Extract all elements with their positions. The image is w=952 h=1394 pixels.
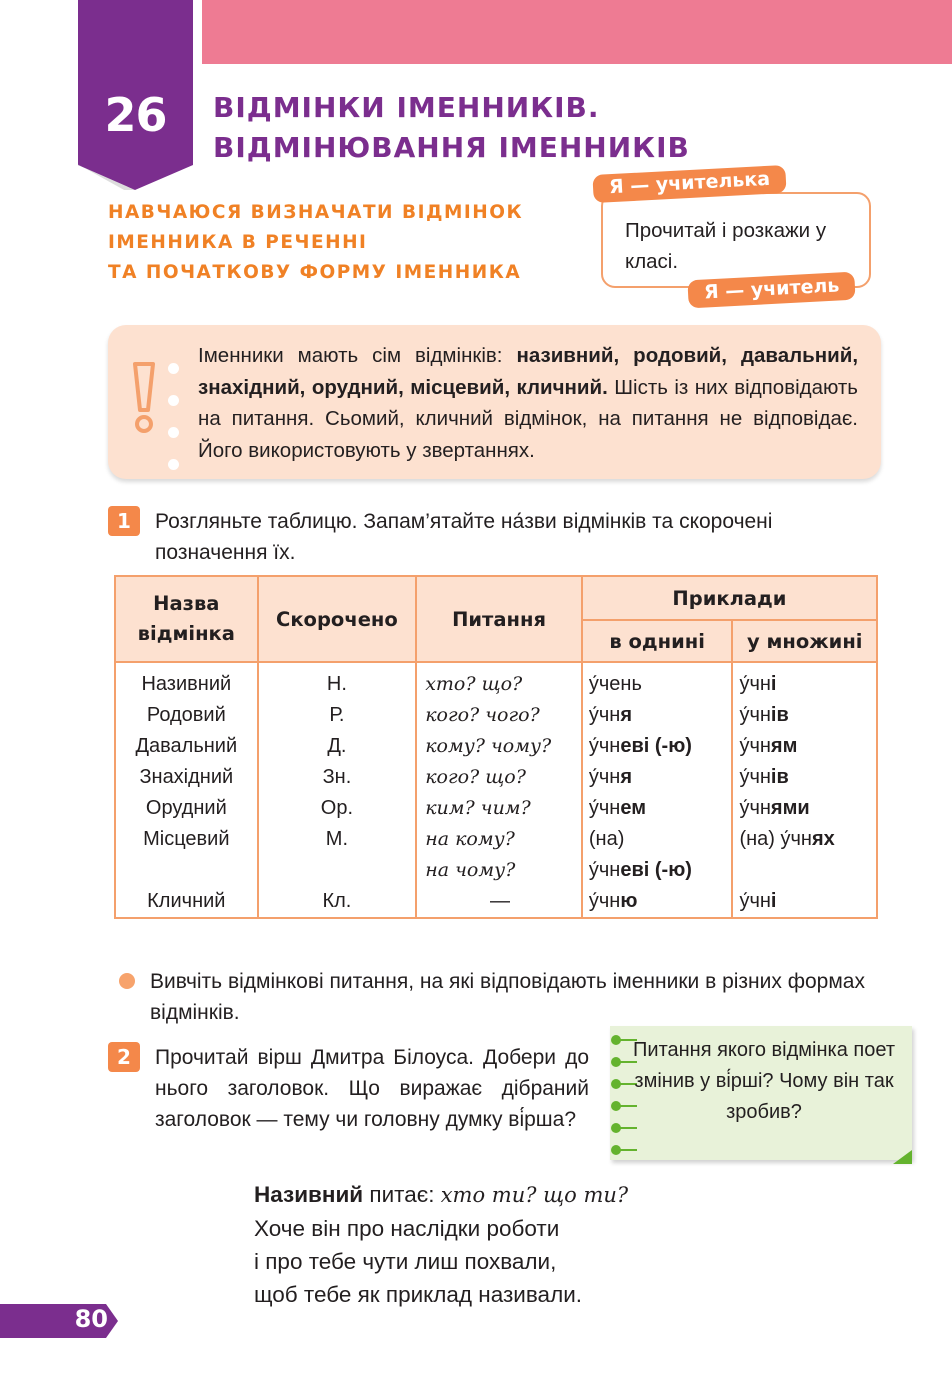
header-examples: Приклади xyxy=(582,576,877,620)
empty-line xyxy=(739,855,870,886)
plural-form: у́чнів xyxy=(739,766,789,788)
teacher-note-text: Прочитай і розкажи у класі. xyxy=(625,219,827,273)
case-abbr: Н. xyxy=(326,673,347,695)
case-abbr: Р. xyxy=(329,704,345,726)
goal-line-3: ТА ПОЧАТКОВУ ФОРМУ ІМЕННИКА xyxy=(108,262,522,283)
case-name: Давальний xyxy=(135,735,238,757)
rule-dot xyxy=(168,363,179,374)
task-1-text: Розгляньте таблицю. Запам’ятайте на́зви відмінків та скорочені позначення їх. xyxy=(155,510,773,564)
singular-form: у́чневі (-ю) xyxy=(588,859,692,881)
lesson-number: 26 xyxy=(104,88,167,142)
singular-form: у́чня xyxy=(588,766,633,788)
case-abbr: М. xyxy=(325,828,349,850)
bullet-dot xyxy=(119,973,135,989)
card-corner xyxy=(893,1150,912,1164)
card-bullet-line xyxy=(619,1149,637,1151)
plural-form: (на) у́чнях xyxy=(739,828,835,850)
case-name: Називний xyxy=(141,673,232,695)
header-abbreviation: Скорочено xyxy=(258,576,417,662)
case-abbr: Д. xyxy=(327,735,347,757)
plural-cell xyxy=(732,662,877,918)
rule-dot xyxy=(168,459,179,470)
header-question: Питання xyxy=(416,576,582,662)
singular-cell xyxy=(582,662,733,918)
singular-form: у́чню xyxy=(588,890,638,912)
singular-form: у́чень xyxy=(588,673,642,695)
rule-text-cases: називний, родовий, давальний, знахідний, орудний, місцевий, кличний. xyxy=(198,344,859,399)
case-name: Знахідний xyxy=(139,766,234,788)
rule-text-part: Шість із них відповідають на питання. Сьомий, кличний відмінок, на питання не відповідає. Його використовують у звертаннях. xyxy=(198,375,858,462)
question-card-text: Питання якого відмінка поет змінив у ві́рші? Чому він так зробив? xyxy=(633,1039,895,1123)
case-question: хто? що? xyxy=(425,673,523,695)
rule-dot xyxy=(168,427,179,438)
case-abbr: Зн. xyxy=(322,766,352,788)
empty-line xyxy=(265,855,410,886)
case-abbr: Кл. xyxy=(322,890,352,912)
case-name: Місцевий xyxy=(143,828,230,850)
case-names-cell xyxy=(115,662,258,918)
case-question: ким? чим? xyxy=(425,797,531,819)
plural-form: у́чнями xyxy=(739,797,810,819)
teacher-label-female: Я — учителька xyxy=(592,165,786,203)
plural-form: у́чням xyxy=(739,735,798,757)
case-name: Орудний xyxy=(145,797,227,819)
case-question: — xyxy=(490,890,511,912)
plural-form: у́чнів xyxy=(739,704,789,726)
goal-line-1: НАВЧАЮСЯ ВИЗНАЧАТИ ВІДМІНОК xyxy=(108,202,524,223)
rule-text xyxy=(198,340,858,466)
poem-line: і про тебе чути лиш похвали, xyxy=(254,1249,557,1274)
singular-form: у́чневі (-ю) xyxy=(588,735,692,757)
task-number-badge: 1 xyxy=(108,506,140,536)
task-2-text: Прочитай вірш Дмитра Білоуса. Добери до нього заголовок. Що виражає дібраний заголовок — тему чи головну думку ві́рша? xyxy=(155,1046,589,1131)
questions-cell xyxy=(416,662,582,918)
singular-form: (на) xyxy=(588,828,625,850)
table-body-row xyxy=(115,662,877,918)
case-question: на кому? xyxy=(425,828,515,850)
case-name: Кличний xyxy=(147,890,226,912)
case-name: Родовий xyxy=(146,704,226,726)
page-number: 80 xyxy=(74,1305,108,1333)
case-question: на чому? xyxy=(425,859,516,881)
singular-form: у́чнем xyxy=(588,797,646,819)
header-band xyxy=(202,0,952,64)
rule-text-part: Іменники мають сім відмінків: xyxy=(198,344,517,367)
goal-line-2: ІМЕННИКА В РЕЧЕННІ xyxy=(108,232,368,253)
poem-line: Називний питає: хто ти? що ти? xyxy=(254,1182,629,1207)
poem xyxy=(254,1178,814,1311)
lesson-title-line-2: ВІДМІНЮВАННЯ ІМЕННИКІВ xyxy=(213,131,690,164)
task-number-badge: 2 xyxy=(108,1042,140,1072)
case-table xyxy=(114,575,878,917)
header-singular: в однині xyxy=(582,620,733,662)
teacher-label-male: Я — учитель xyxy=(687,272,856,309)
case-question: кого? що? xyxy=(425,766,526,788)
plural-form: у́чні xyxy=(739,673,777,695)
exclamation-icon xyxy=(127,360,161,434)
rule-dot xyxy=(168,395,179,406)
poem-line: Хоче він про наслідки роботи xyxy=(254,1216,560,1241)
bullet-text: Вивчіть відмінкові питання, на які відповідають іменники в різних формах відмінків. xyxy=(150,970,865,1024)
case-question: кому? чому? xyxy=(425,735,552,757)
header-case-name: Назва відмінка xyxy=(115,576,258,662)
abbreviations-cell xyxy=(258,662,417,918)
poem-line: щоб тебе як приклад називали. xyxy=(254,1282,583,1307)
case-abbr: Ор. xyxy=(320,797,354,819)
header-plural: у множині xyxy=(732,620,877,662)
empty-line xyxy=(122,855,251,886)
singular-form: у́чня xyxy=(588,704,633,726)
case-question: кого? чого? xyxy=(425,704,540,726)
lesson-title-line-1: ВІДМІНКИ ІМЕННИКІВ. xyxy=(213,91,600,124)
plural-form: у́чні xyxy=(739,890,777,912)
